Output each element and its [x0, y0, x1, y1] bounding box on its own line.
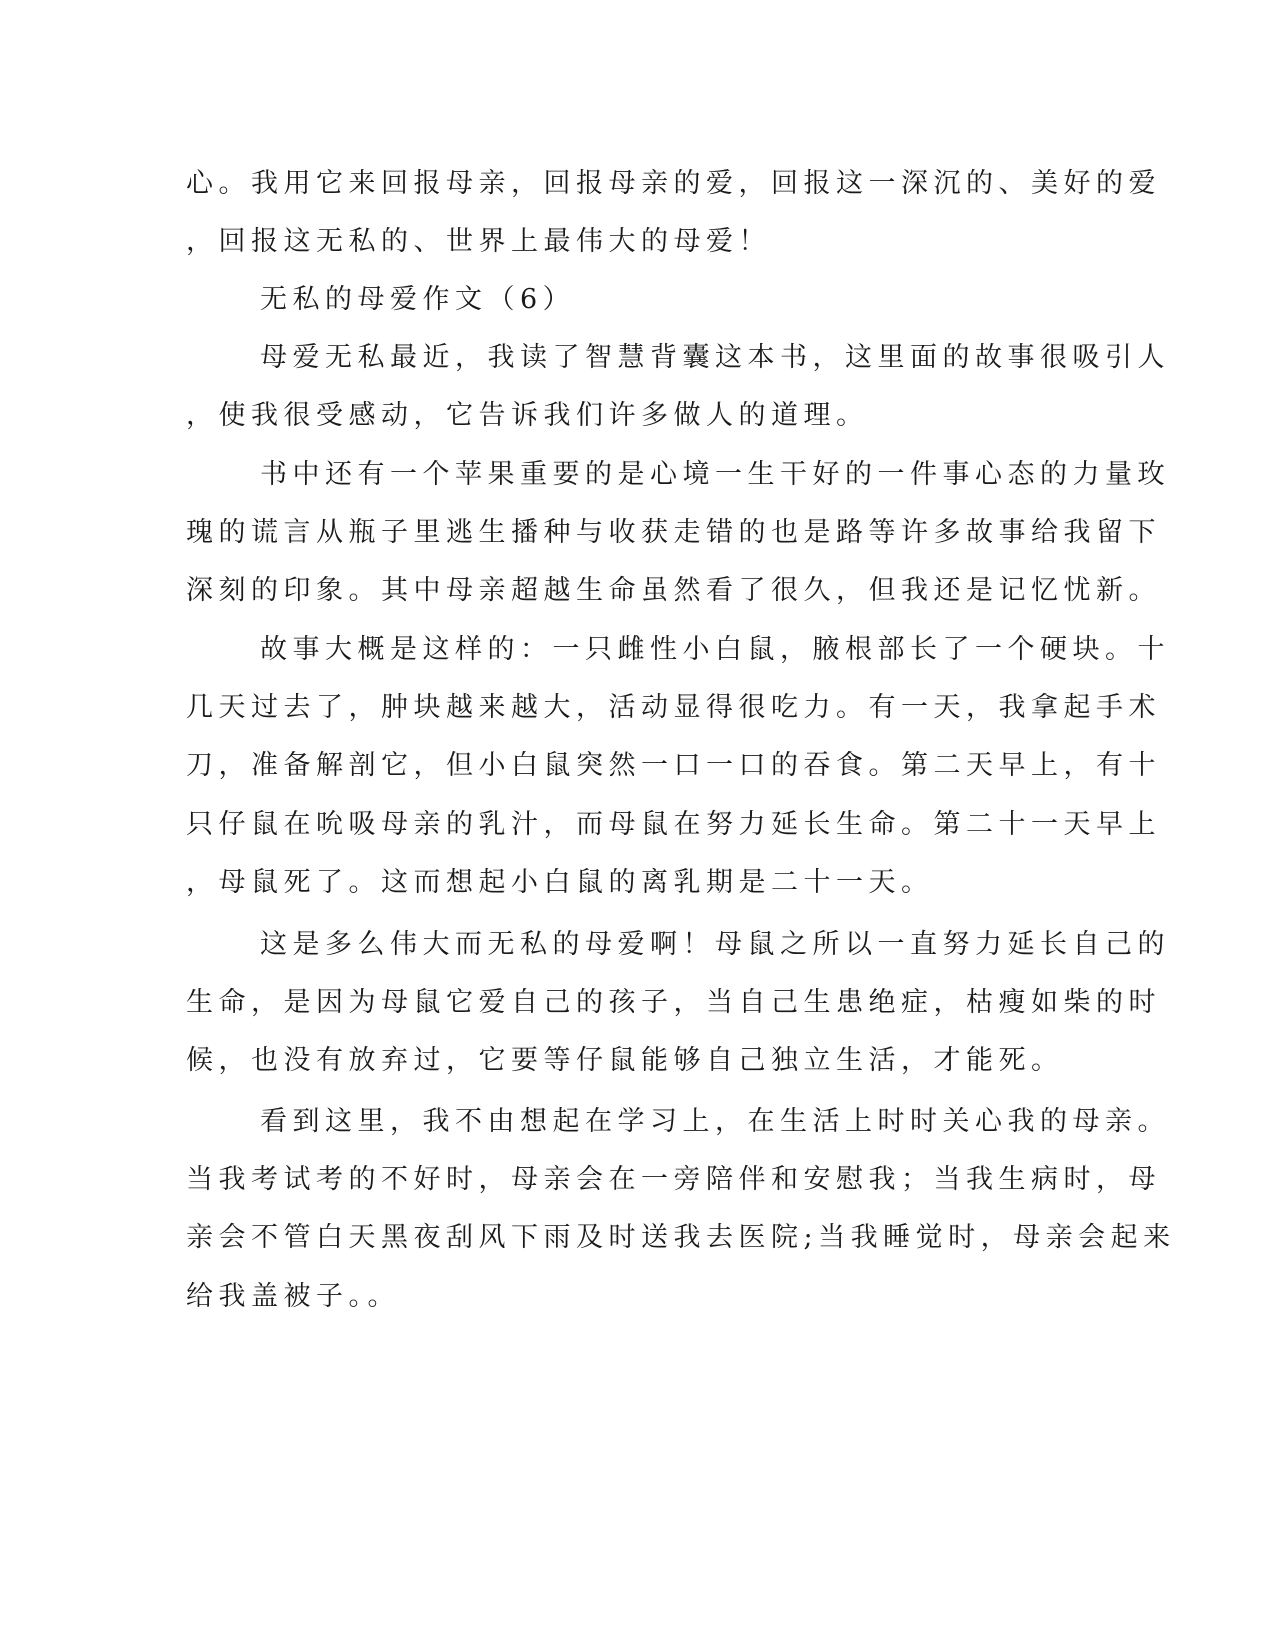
section-heading: 无私的母爱作文（6）	[260, 284, 576, 315]
text-line: 故事大概是这样的：一只雌性小白鼠，腋根部长了一个硬块。十	[260, 634, 1170, 665]
text-line: 几天过去了，肿块越来越大，活动显得很吃力。有一天，我拿起手术	[186, 692, 1161, 723]
text-line: ，回报这无私的、世界上最伟大的母爱！	[186, 226, 771, 257]
text-line: 心。我用它来回报母亲，回报母亲的爱，回报这一深沉的、美好的爱	[186, 168, 1161, 199]
text-line: 深刻的印象。其中母亲超越生命虽然看了很久，但我还是记忆忧新。	[186, 575, 1161, 606]
text-line: 这是多么伟大而无私的母爱啊！母鼠之所以一直努力延长自己的	[260, 929, 1170, 960]
text-line: 生命，是因为母鼠它爱自己的孩子，当自己生患绝症，枯瘦如柴的时	[186, 987, 1161, 1018]
text-line: 书中还有一个苹果重要的是心境一生干好的一件事心态的力量玫	[260, 459, 1170, 490]
text-line: 只仔鼠在吮吸母亲的乳汁，而母鼠在努力延长生命。第二十一天早上	[186, 809, 1161, 840]
text-line: 给我盖被子。。	[186, 1281, 400, 1312]
text-line: 看到这里，我不由想起在学习上，在生活上时时关心我的母亲。	[260, 1106, 1170, 1137]
text-line: 母爱无私最近，我读了智慧背囊这本书，这里面的故事很吸引人	[260, 342, 1170, 373]
text-line: 刀，准备解剖它，但小白鼠突然一口一口的吞食。第二天早上，有十	[186, 750, 1161, 781]
text-line: 瑰的谎言从瓶子里逃生播种与收获走错的也是路等许多故事给我留下	[186, 517, 1161, 548]
text-line: ，使我很受感动，它告诉我们许多做人的道理。	[186, 400, 869, 431]
text-line: 候，也没有放弃过，它要等仔鼠能够自己独立生活，才能死。	[186, 1045, 1064, 1076]
text-line: ，母鼠死了。这而想起小白鼠的离乳期是二十一天。	[186, 867, 934, 898]
text-line: 亲会不管白天黑夜刮风下雨及时送我去医院;当我睡觉时，母亲会起来	[186, 1222, 1176, 1253]
text-line: 当我考试考的不好时，母亲会在一旁陪伴和安慰我；当我生病时，母	[186, 1164, 1161, 1195]
